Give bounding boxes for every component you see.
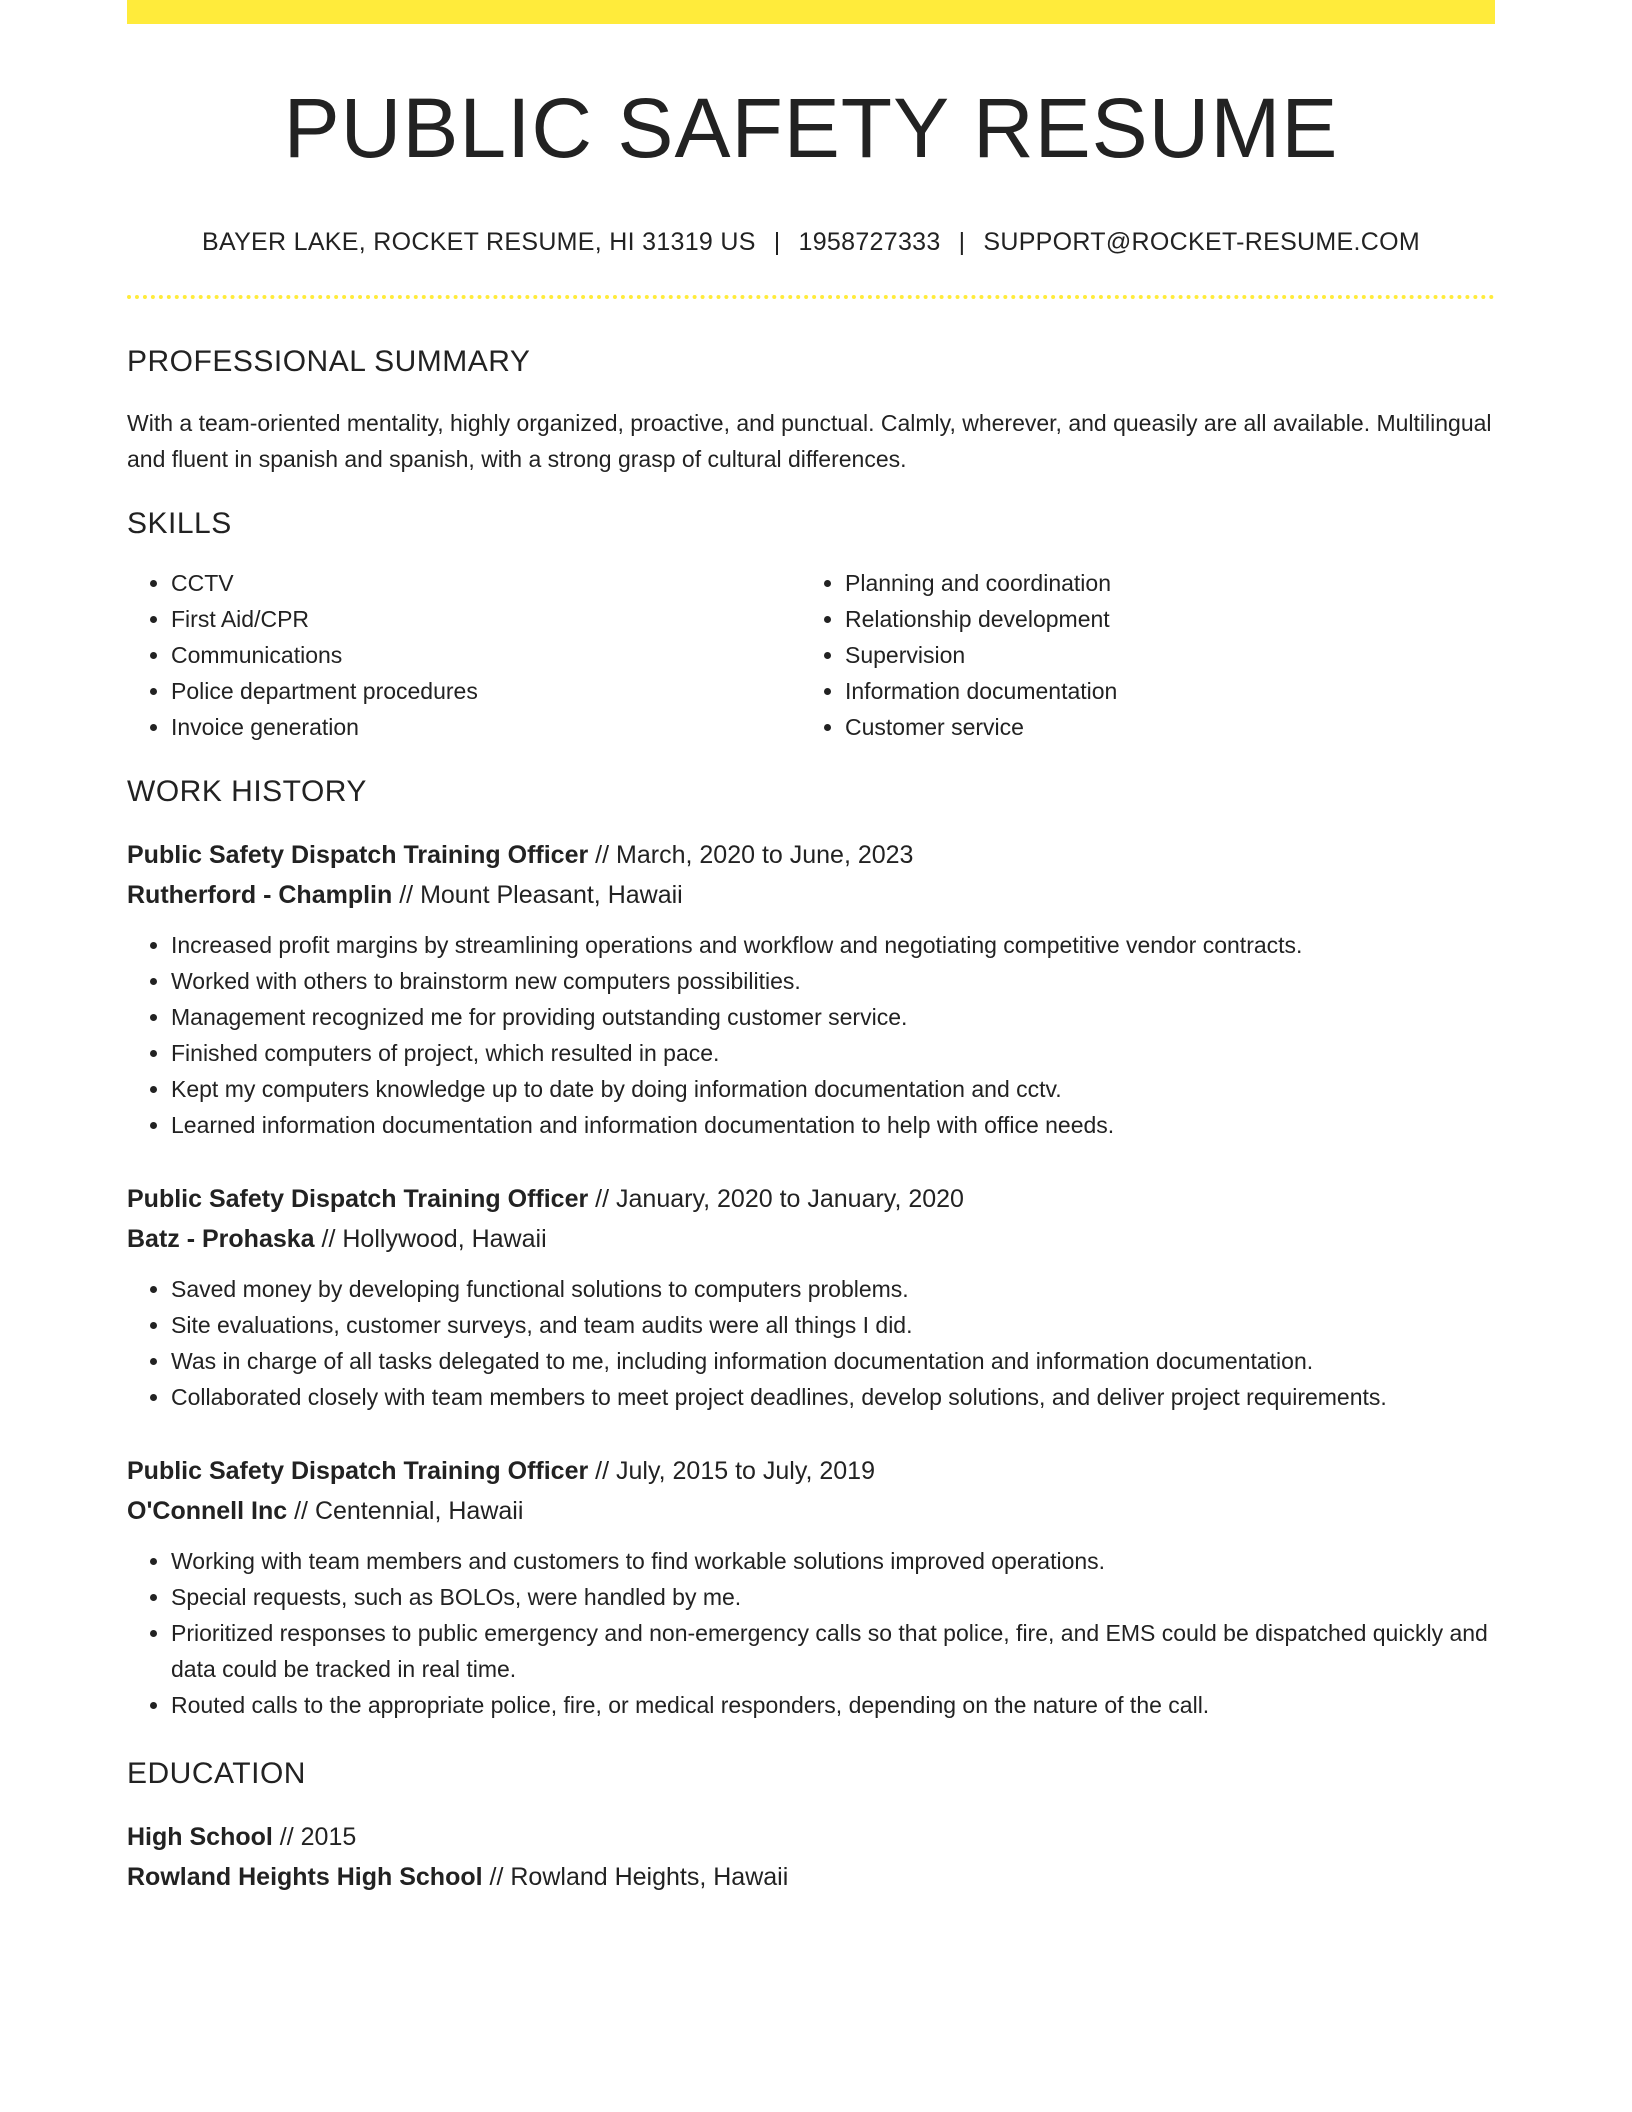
job-dates: January, 2020 to January, 2020 — [616, 1185, 964, 1213]
work-history-heading: WORK HISTORY — [127, 775, 367, 808]
job-bullet: • Routed calls to the appropriate police, fire, or medical responders, depending on the nature of the call. — [171, 1687, 1495, 1723]
contact-separator: | — [958, 228, 966, 256]
education-entry — [127, 1817, 1495, 1897]
job-bullet: • Collaborated closely with team members to meet project deadlines, develop solutions, and deliver project requirements. — [171, 1379, 1495, 1415]
resume-title: PUBLIC SAFETY RESUME — [283, 81, 1339, 175]
skill-item: • First Aid/CPR — [171, 601, 801, 637]
skill-item: • Information documentation — [845, 673, 1475, 709]
job-separator: // — [399, 881, 414, 909]
job-bullet: • Site evaluations, customer surveys, and team audits were all things I did. — [171, 1307, 1495, 1343]
job-company-line — [127, 1219, 1495, 1259]
skill-item: • Communications — [171, 637, 801, 673]
skills-heading: SKILLS — [127, 507, 232, 540]
job-bullets — [127, 927, 1495, 1143]
job-separator: // — [321, 1225, 336, 1253]
job-company-line — [127, 1491, 1495, 1531]
skill-item: • Relationship development — [845, 601, 1475, 637]
job-dates: March, 2020 to June, 2023 — [616, 841, 914, 869]
contact-line — [127, 228, 1495, 257]
skill-item: • Customer service — [845, 709, 1475, 745]
job-company: Batz - Prohaska — [127, 1225, 315, 1253]
skill-item: • CCTV — [171, 565, 801, 601]
education-degree: High School — [127, 1823, 273, 1851]
job-company: Rutherford - Champlin — [127, 881, 393, 909]
skill-item: • Supervision — [845, 637, 1475, 673]
skills-column-left — [127, 565, 801, 745]
job-bullet: • Kept my computers knowledge up to date by doing information documentation and cctv. — [171, 1071, 1495, 1107]
job-separator: // — [595, 841, 610, 869]
job-dates: July, 2015 to July, 2019 — [616, 1457, 875, 1485]
dotted-divider — [127, 295, 1495, 299]
summary-heading: PROFESSIONAL SUMMARY — [127, 345, 531, 378]
job-location: Mount Pleasant, Hawaii — [420, 881, 683, 909]
skill-item: • Police department procedures — [171, 673, 801, 709]
job-location: Centennial, Hawaii — [314, 1497, 524, 1525]
education-heading: EDUCATION — [127, 1757, 306, 1790]
job-bullet: • Increased profit margins by streamlining operations and workflow and negotiating competitive vendor contracts. — [171, 927, 1495, 963]
job-bullet: • Prioritized responses to public emergency and non-emergency calls so that police, fire, and EMS could be dispatched quickly and data could be tracked in real time. — [171, 1615, 1495, 1687]
education-school: Rowland Heights High School — [127, 1863, 483, 1891]
job-separator: // — [294, 1497, 308, 1525]
job-location: Hollywood, Hawaii — [342, 1225, 547, 1253]
job-title: Public Safety Dispatch Training Officer — [127, 1457, 589, 1485]
job-title-line — [127, 835, 1495, 875]
job-separator: // — [595, 1185, 610, 1213]
education-separator: // — [489, 1863, 504, 1891]
job-bullets — [127, 1271, 1495, 1415]
skills-column-right — [801, 565, 1475, 745]
job-bullet: • Worked with others to brainstorm new computers possibilities. — [171, 963, 1495, 999]
job-title: Public Safety Dispatch Training Officer — [127, 1185, 589, 1213]
job-title: Public Safety Dispatch Training Officer — [127, 841, 589, 869]
skills-grid — [127, 565, 1495, 745]
job-bullet: • Management recognized me for providing outstanding customer service. — [171, 999, 1495, 1035]
job-bullet: • Working with team members and customers to find workable solutions improved operations. — [171, 1543, 1495, 1579]
job-bullets — [127, 1543, 1495, 1723]
education-location: Rowland Heights, Hawaii — [510, 1863, 789, 1891]
contact-email: SUPPORT@ROCKET-RESUME.COM — [983, 228, 1420, 256]
education-school-line — [127, 1857, 1495, 1897]
job-title-line — [127, 1451, 1495, 1491]
job-bullet: • Finished computers of project, which resulted in pace. — [171, 1035, 1495, 1071]
job-company: O'Connell Inc — [127, 1497, 288, 1525]
accent-bar — [127, 0, 1495, 24]
job-bullet: • Special requests, such as BOLOs, were handled by me. — [171, 1579, 1495, 1615]
job-entry — [127, 835, 1495, 1143]
education-year: 2015 — [300, 1823, 357, 1851]
contact-separator: | — [773, 228, 781, 256]
skill-item: • Planning and coordination — [845, 565, 1475, 601]
skill-item: • Invoice generation — [171, 709, 801, 745]
job-bullet: • Saved money by developing functional solutions to computers problems. — [171, 1271, 1495, 1307]
summary-text: With a team-oriented mentality, highly organized, proactive, and punctual. Calmly, wherever, and queasily are all available. Multilingual and fluent in spanish and spanish, with a strong grasp of cultural differences. — [127, 410, 1492, 472]
contact-phone: 1958727333 — [798, 228, 941, 256]
education-degree-line — [127, 1817, 1495, 1857]
job-bullet: • Was in charge of all tasks delegated to me, including information documentation and information documentation. — [171, 1343, 1495, 1379]
job-bullet: • Learned information documentation and information documentation to help with office needs. — [171, 1107, 1495, 1143]
resume-page — [127, 0, 1495, 1897]
job-entry — [127, 1451, 1495, 1723]
job-title-line — [127, 1179, 1495, 1219]
education-separator: // — [279, 1823, 294, 1851]
job-separator: // — [595, 1457, 610, 1485]
job-company-line — [127, 875, 1495, 915]
job-entry — [127, 1179, 1495, 1415]
contact-address: BAYER LAKE, ROCKET RESUME, HI 31319 US — [201, 228, 756, 256]
